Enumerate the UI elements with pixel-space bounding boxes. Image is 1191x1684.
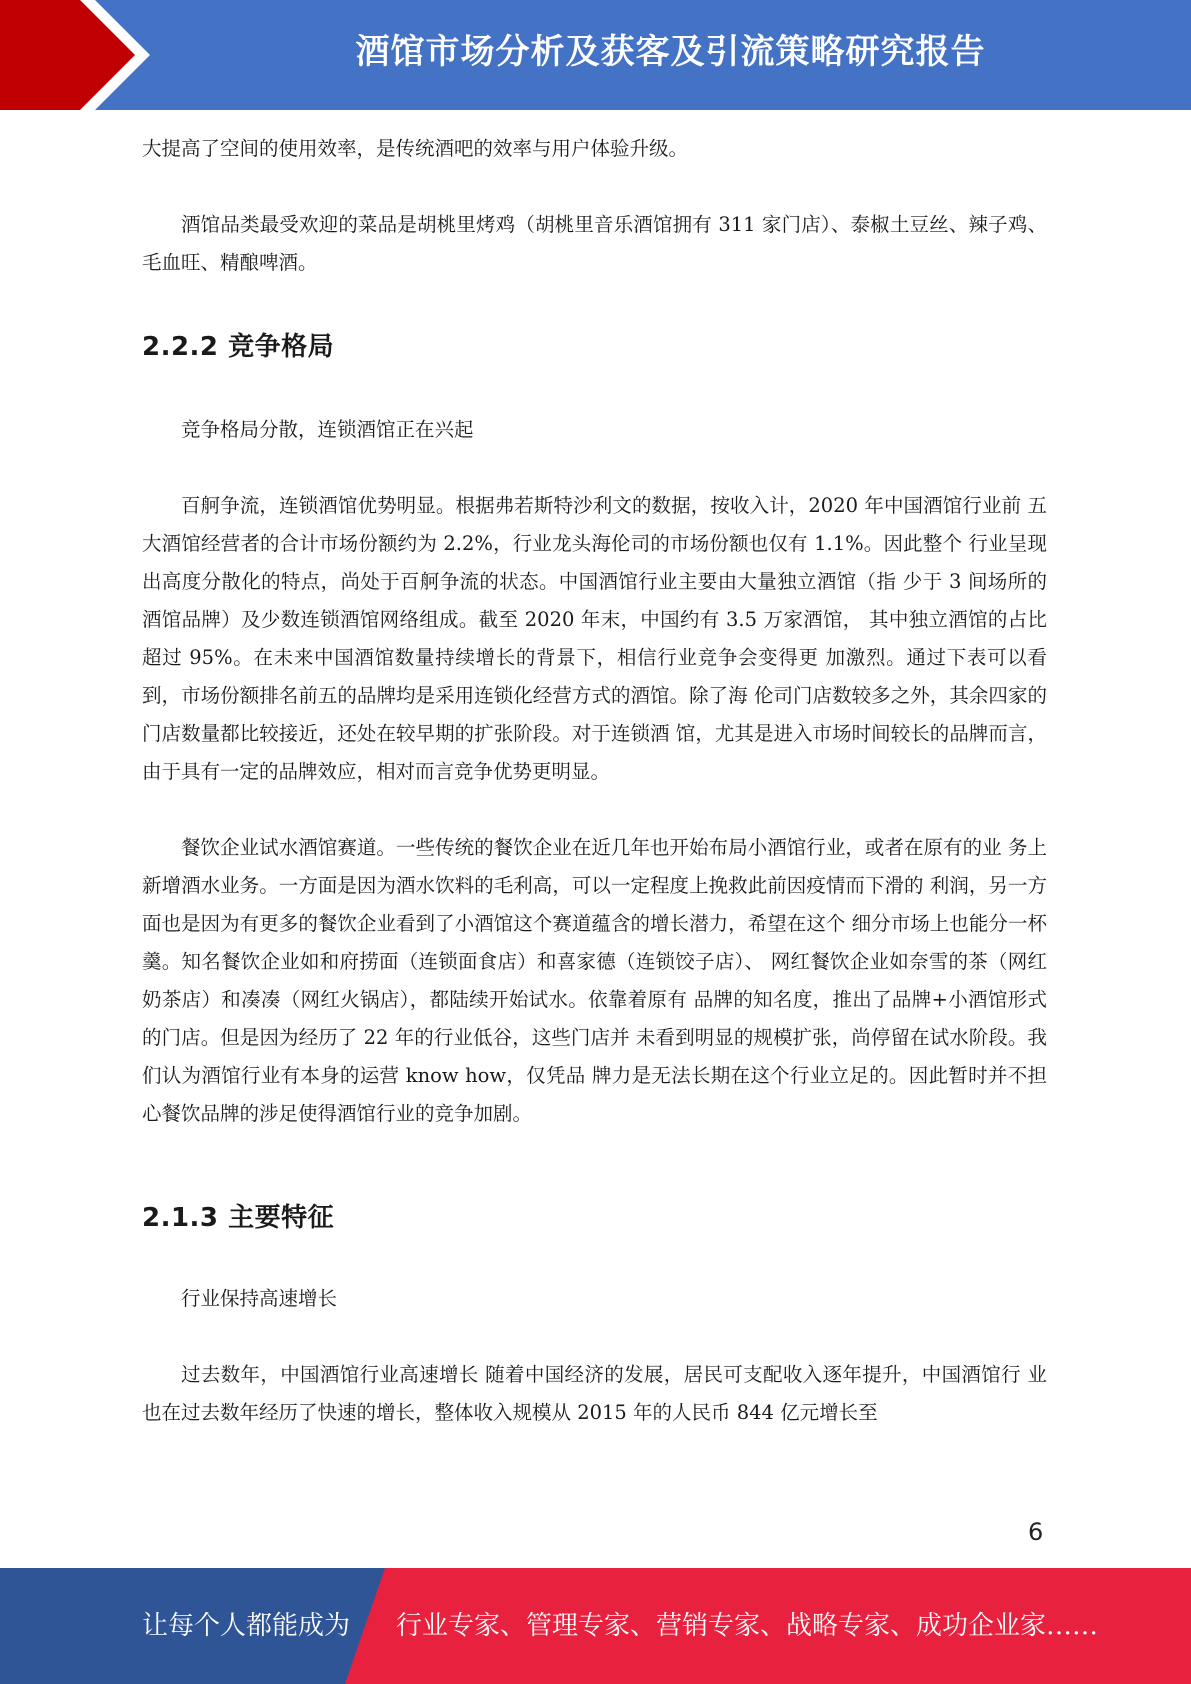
subsection-lead: 竞争格局分散，连锁酒馆正在兴起 [181, 418, 474, 441]
section-heading-2-2-2: 2.2.2 竞争格局 [142, 332, 335, 362]
header-arrow-icon [0, 0, 160, 110]
page-header [0, 0, 1191, 110]
section-heading-2-1-3: 2.1.3 主要特征 [142, 1203, 335, 1233]
page-footer [0, 1568, 1191, 1684]
page-number: 6 [1028, 1518, 1044, 1546]
subsection-lead: 行业保持高速增长 [181, 1287, 338, 1310]
page-content [142, 130, 1047, 1432]
paragraph: 餐饮企业试水酒馆赛道。一些传统的餐饮企业在近几年也开始布局小酒馆行业，或者在原有的业 务上新增酒水业务。一方面是因为酒水饮料的毛利高，可以一定程度上挽救此前因疫情而下滑的 利润，另一方面也是因为有更多的餐饮企业看到了小酒馆这个赛道蕴含的增长潜力，希望在这个 细分市场上也能分一杯羹。知名餐饮企业如和府捞面（连锁面食店）和喜家德（连锁饺子店）、 网红餐饮企业如奈雪的茶（网红奶茶店）和凑凑（网红火锅店），都陆续开始试水。依靠着原有 品牌的知名度，推出了品牌+小酒馆形式的门店。但是因为经历了 22 年的行业低谷，这些门店并 未看到明显的规模扩张，尚停留在试水阶段。我们认为酒馆行业有本身的运营 know how，仅凭品 牌力是无法长期在这个行业立足的。因此暂时并不担心餐饮品牌的涉足使得酒馆行业的竞争加剧。 [142, 836, 1047, 1125]
paragraph: 酒馆品类最受欢迎的菜品是胡桃里烤鸡（胡桃里音乐酒馆拥有 311 家门店）、泰椒土豆丝、辣子鸡、毛血旺、精酿啤酒。 [142, 213, 1047, 274]
header-title: 酒馆市场分析及获客及引流策略研究报告 [355, 32, 986, 72]
footer-slogan-right: 行业专家、管理专家、营销专家、战略专家、成功企业家…… [396, 1611, 1099, 1641]
paragraph: 过去数年，中国酒馆行业高速增长 随着中国经济的发展，居民可支配收入逐年提升，中国酒馆行 业也在过去数年经历了快速的增长，整体收入规模从 2015 年的人民币 844 亿元增长至 [142, 1363, 1047, 1424]
paragraph: 大提高了空间的使用效率，是传统酒吧的效率与用户体验升级。 [142, 137, 689, 160]
footer-slogan-left: 让每个人都能成为 [142, 1611, 351, 1641]
paragraph: 百舸争流，连锁酒馆优势明显。根据弗若斯特沙利文的数据，按收入计，2020 年中国酒馆行业前 五大酒馆经营者的合计市场份额约为 2.2%，行业龙头海伦司的市场份额也仅有 1.1%。因此整个 行业呈现出高度分散化的特点，尚处于百舸争流的状态。中国酒馆行业主要由大量独立酒馆（指 少于 3 间场所的酒馆品牌）及少数连锁酒馆网络组成。截至 2020 年末，中国约有 3.5 万家酒馆， 其中独立酒馆的占比超过 95%。在未来中国酒馆数量持续增长的背景下，相信行业竞争会变得更 加激烈。通过下表可以看到，市场份额排名前五的品牌均是采用连锁化经营方式的酒馆。除了海 伦司门店数较多之外，其余四家的门店数量都比较接近，还处在较早期的扩张阶段。对于连锁酒 馆，尤其是进入市场时间较长的品牌而言，由于具有一定的品牌效应，相对而言竞争优势更明显。 [142, 494, 1047, 783]
